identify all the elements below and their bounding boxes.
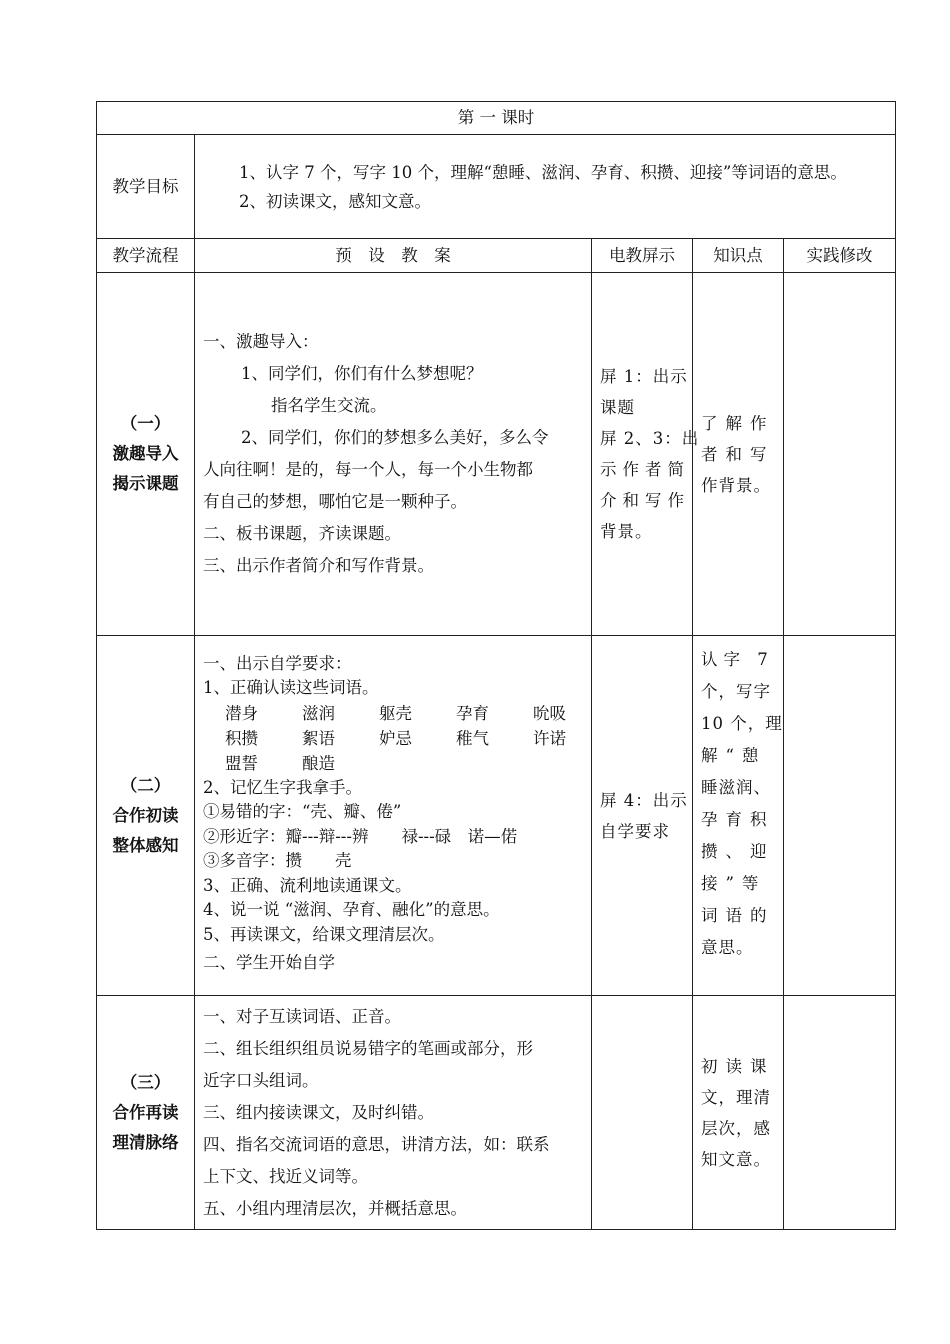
plan-line: ②形近字：瓣---辩---辨 禄---碌 诺—偌 — [203, 826, 518, 846]
knowledge-line: 词语的 — [701, 906, 775, 925]
stage-3-knowledge — [693, 996, 784, 1230]
goal-line-2: 2、初读课文，感知文意。 — [239, 191, 431, 211]
word-row-3 — [203, 751, 583, 776]
screen-line: 屏 1：出示 — [600, 367, 688, 386]
plan-line: 2、同学们，你们的梦想多么美好，多么令 — [241, 428, 549, 447]
stage-2-screen — [592, 636, 693, 996]
knowledge-line: 孕育积 — [701, 810, 775, 829]
stage-2-name-1: 合作初读 — [112, 805, 179, 825]
stage-row-1 — [97, 273, 896, 636]
goals-label: 教学目标 — [97, 135, 195, 239]
stage-2-name-2: 整体感知 — [112, 835, 179, 855]
stage-2-knowledge — [693, 636, 784, 996]
knowledge-line: 睡滋润、 — [701, 778, 771, 797]
word: 潜身 — [225, 703, 258, 723]
stage-3-name-1: 合作再读 — [112, 1102, 179, 1122]
knowledge-line: 10 个，理 — [701, 714, 783, 733]
stage-1-plan — [195, 273, 592, 636]
plan-line: 三、出示作者简介和写作背景。 — [203, 556, 434, 575]
screen-line: 示作者简 — [600, 460, 690, 479]
knowledge-line: 者和写 — [701, 444, 775, 464]
word: 孕育 — [456, 703, 489, 723]
screen-line: 介和写作 — [600, 491, 690, 510]
word: 盟誓 — [225, 753, 258, 773]
knowledge-line: 知文意。 — [701, 1149, 771, 1169]
word-row-2 — [203, 726, 583, 751]
plan-line: 上下文、找近义词等。 — [203, 1166, 368, 1186]
plan-line: 人向往啊！是的，每一个人，每一个小生物都 — [203, 460, 533, 479]
word: 滋润 — [302, 703, 335, 723]
knowledge-line: 初读课 — [701, 1056, 775, 1076]
screen-line: 屏 2、3：出 — [600, 429, 700, 448]
header-screen: 电教屏示 — [592, 239, 693, 273]
stage-2-num: （二） — [120, 775, 171, 795]
plan-line: 一、出示自学要求： — [203, 653, 352, 673]
plan-line: 二、板书课题，齐读课题。 — [203, 524, 401, 543]
word: 躯壳 — [379, 703, 412, 723]
word: 积攒 — [225, 728, 258, 748]
stage-2-plan — [195, 636, 592, 996]
stage-row-3 — [97, 996, 896, 1230]
knowledge-line: 作背景。 — [701, 475, 771, 495]
stage-1-num: （一） — [120, 414, 171, 433]
knowledge-line: 解“憩 — [701, 746, 767, 765]
stage-3-screen — [592, 996, 693, 1230]
plan-line: 二、组长组织组员说易错字的笔画或部分，形 — [203, 1038, 533, 1058]
plan-line: 指名学生交流。 — [271, 396, 387, 415]
stage-1-knowledge — [693, 273, 784, 636]
page-title: 第 一 课时 — [97, 102, 896, 135]
plan-line: 近字口头组词。 — [203, 1070, 319, 1090]
header-flow: 教学流程 — [97, 239, 195, 273]
screen-line: 自学要求 — [600, 821, 670, 841]
plan-line: 四、指名交流词语的意思，讲清方法，如：联系 — [203, 1134, 550, 1154]
stage-3-label — [97, 996, 195, 1230]
lesson-plan-table — [96, 101, 896, 1230]
word: 絮语 — [302, 728, 335, 748]
plan-line: 3、正确、流利地读通课文。 — [203, 875, 412, 895]
plan-line: 一、对子互读词语、正音。 — [203, 1006, 401, 1026]
plan-line: 1、正确认读这些词语。 — [203, 678, 379, 698]
header-plan: 预 设 教 案 — [195, 239, 592, 273]
plan-line: 1、同学们，你们有什么梦想呢？ — [241, 364, 483, 383]
stage-3-num: （三） — [120, 1072, 171, 1092]
plan-line: 5、再读课文，给课文理清层次。 — [203, 924, 445, 944]
word: 许诺 — [533, 728, 566, 748]
knowledge-line: 文，理清 — [701, 1087, 771, 1107]
header-knowledge: 知识点 — [693, 239, 784, 273]
stage-3-revision — [784, 996, 896, 1230]
plan-line: 有自己的梦想，哪怕它是一颗种子。 — [203, 492, 467, 511]
screen-line: 屏 4：出示 — [600, 790, 688, 810]
screen-line: 课题 — [600, 398, 635, 417]
stage-1-revision — [784, 273, 896, 636]
stage-row-2 — [97, 636, 896, 996]
knowledge-line: 接”等 — [701, 874, 767, 893]
plan-line: ①易错的字：“壳、瓣、倦” — [203, 802, 402, 822]
knowledge-line: 认字 7 — [701, 650, 774, 669]
knowledge-line: 层次，感 — [701, 1118, 771, 1138]
plan-line: 一、激趣导入： — [203, 332, 319, 351]
word: 酿造 — [302, 753, 335, 773]
header-revision: 实践修改 — [784, 239, 896, 273]
word: 吮吸 — [533, 703, 566, 723]
word: 稚气 — [456, 728, 489, 748]
word-row-1 — [203, 701, 583, 726]
stage-3-plan — [195, 996, 592, 1230]
stage-2-revision — [784, 636, 896, 996]
stage-1-name-2: 揭示课题 — [112, 474, 179, 493]
knowledge-line: 了解作 — [701, 413, 775, 433]
knowledge-line: 个，写字 — [701, 682, 771, 701]
plan-line: 2、记忆生字我拿手。 — [203, 777, 362, 797]
knowledge-line: 攒、迎 — [701, 842, 775, 861]
stage-1-screen — [592, 273, 700, 636]
plan-line: 五、小组内理清层次，并概括意思。 — [203, 1198, 467, 1218]
goals-content — [195, 135, 896, 239]
stage-3-name-2: 理清脉络 — [112, 1132, 179, 1152]
word: 妒忌 — [379, 728, 412, 748]
stage-1-name-1: 激趣导入 — [112, 444, 179, 463]
screen-line: 背景。 — [600, 522, 653, 541]
goal-line-1: 1、认字 7 个，写字 10 个，理解“憩睡、滋润、孕育、积攒、迎接”等词语的意思。 — [239, 162, 847, 182]
plan-line: 三、组内接读课文，及时纠错。 — [203, 1102, 434, 1122]
stage-2-label — [97, 636, 195, 996]
plan-line: 4、说一说 “滋润、孕育、融化”的意思。 — [203, 900, 500, 920]
stage-1-label — [97, 273, 195, 636]
plan-line: ③多音字：攒 壳 — [203, 851, 352, 871]
knowledge-line: 意思。 — [701, 938, 754, 957]
plan-line: 二、学生开始自学 — [203, 953, 335, 973]
